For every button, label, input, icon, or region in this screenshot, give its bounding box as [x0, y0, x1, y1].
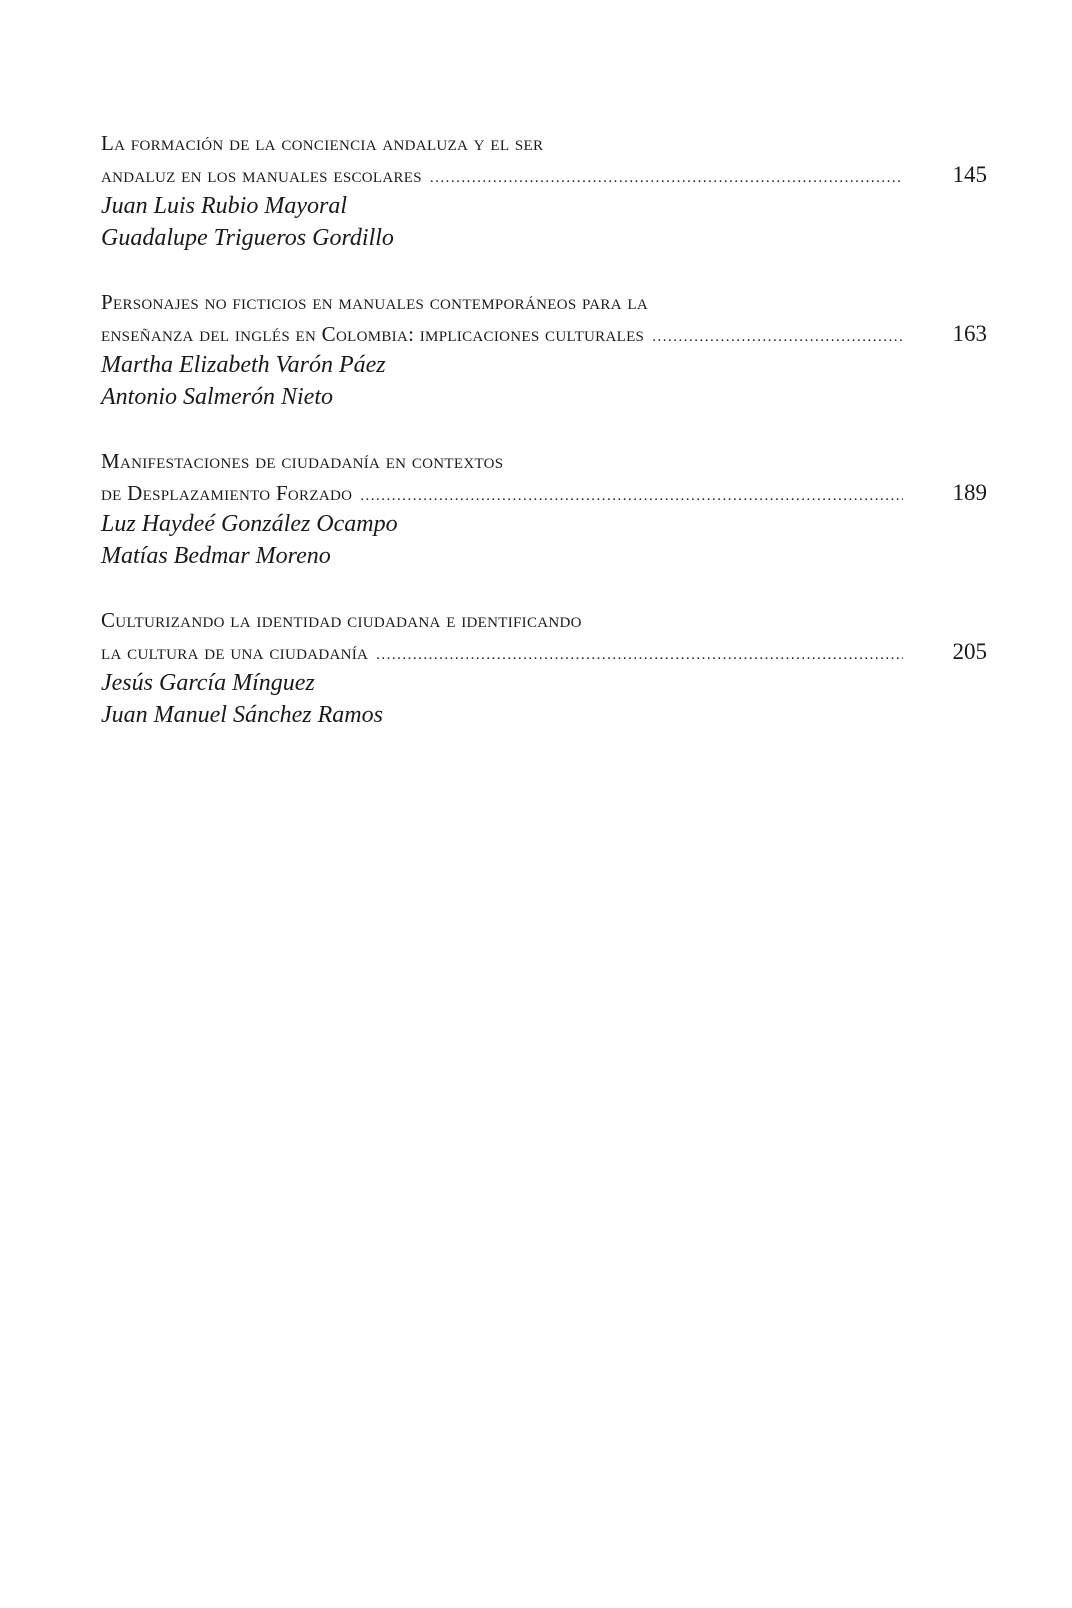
toc-entry [101, 605, 987, 731]
entry-title-line: enseñanza del inglés en Colombia: implicaciones culturales [101, 322, 645, 346]
entry-title-line: andaluz en los manuales escolares [101, 163, 422, 187]
entry-author: Antonio Salmerón Nieto [101, 384, 333, 410]
entry-title-line: La formación de la conciencia andaluza y el ser [101, 131, 544, 155]
toc-entry [101, 128, 987, 254]
entry-title-last-line [101, 477, 987, 508]
page-number: 189 [952, 480, 987, 505]
entry-title-line: la cultura de una ciudadanía [101, 640, 369, 664]
entry-title-last-line [101, 159, 987, 190]
entry-title-line: Culturizando la identidad ciudadana e identificando [101, 608, 582, 632]
page-number: 205 [952, 639, 987, 664]
entry-author: Guadalupe Trigueros Gordillo [101, 225, 394, 251]
entry-title-line: Manifestaciones de ciudadanía en contextos [101, 449, 504, 473]
entry-author: Juan Manuel Sánchez Ramos [101, 702, 383, 728]
entry-author: Matías Bedmar Moreno [101, 543, 331, 569]
entry-author: Jesús García Mínguez [101, 670, 315, 696]
dot-leader [652, 322, 903, 353]
entry-title-last-line [101, 318, 987, 349]
toc-entry [101, 287, 987, 413]
table-of-contents [101, 128, 987, 764]
entry-title-line: Personajes no ficticios en manuales contemporáneos para la [101, 290, 648, 314]
entry-author: Juan Luis Rubio Mayoral [101, 193, 347, 219]
entry-title-last-line [101, 636, 987, 667]
entry-author: Martha Elizabeth Varón Páez [101, 352, 386, 378]
dot-leader [430, 163, 903, 194]
page-number: 163 [952, 321, 987, 346]
dot-leader [360, 481, 903, 512]
entry-title-line: de Desplazamiento Forzado [101, 481, 353, 505]
page-number: 145 [952, 162, 987, 187]
entry-author: Luz Haydeé González Ocampo [101, 511, 398, 537]
toc-entry [101, 446, 987, 572]
dot-leader [376, 640, 903, 671]
